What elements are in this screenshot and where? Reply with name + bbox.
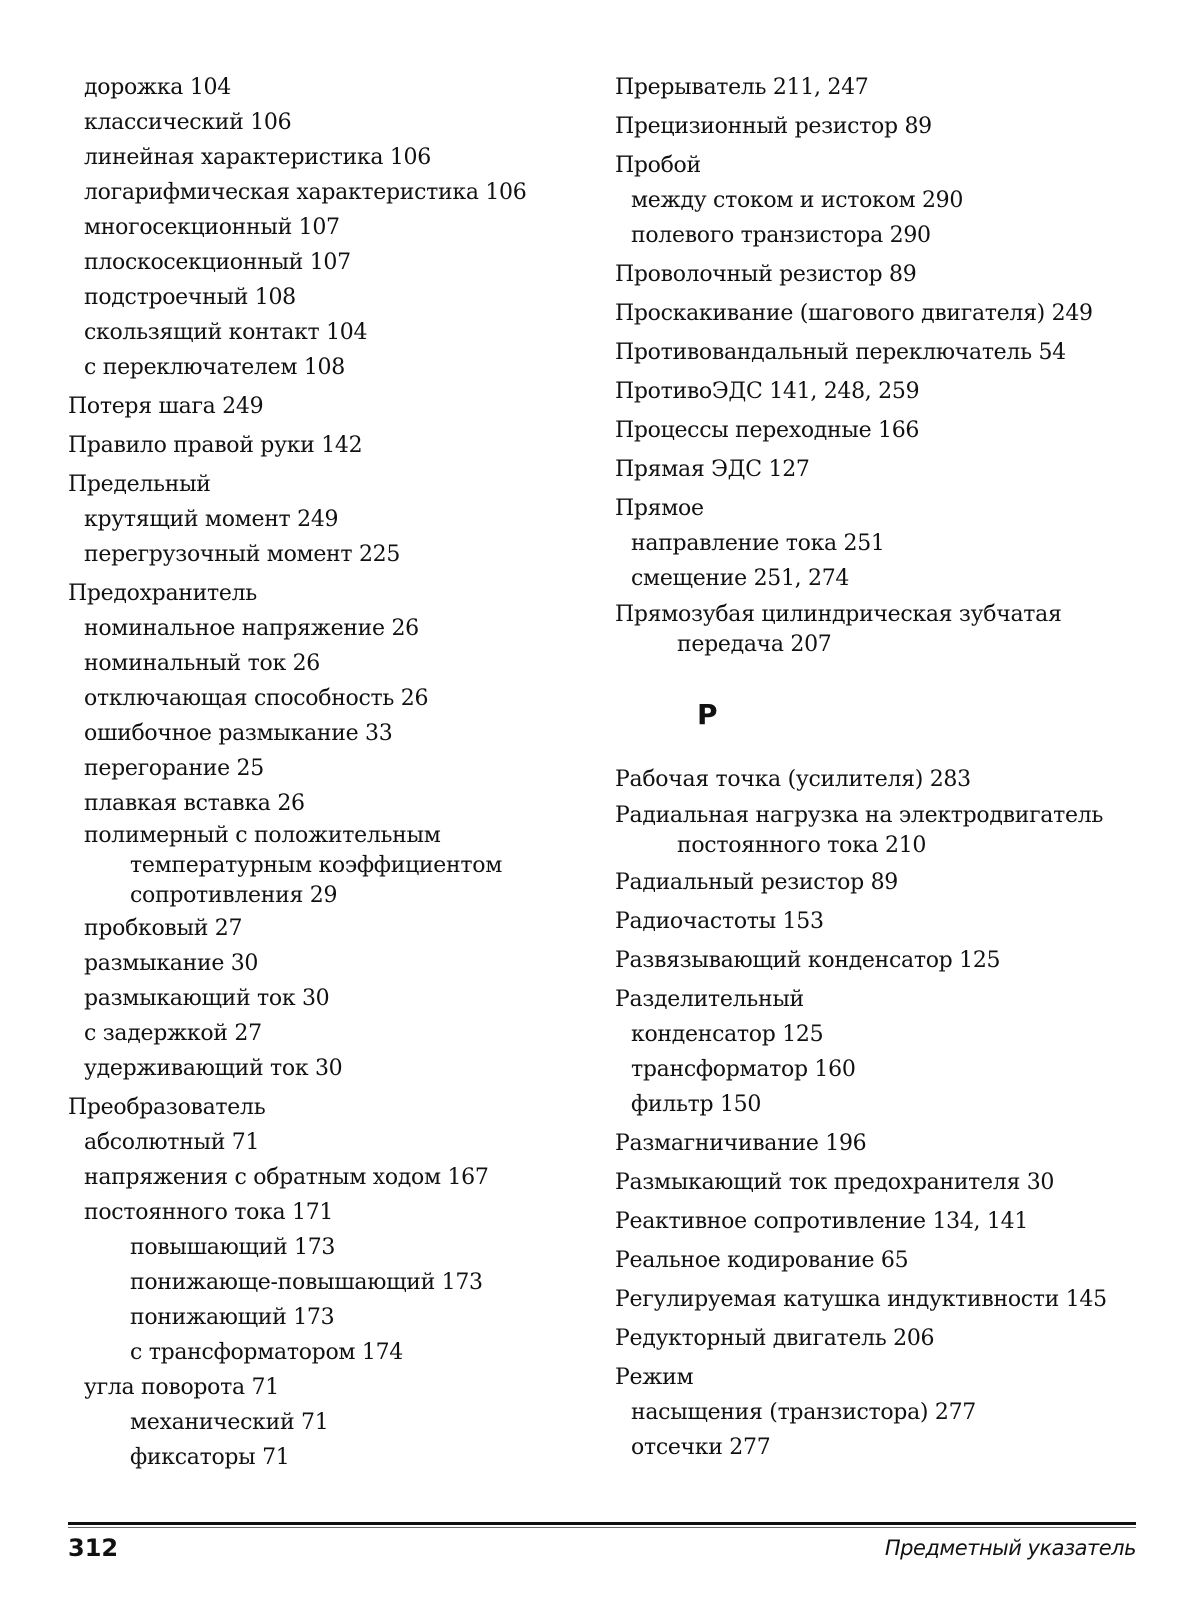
index-subentry: удерживающий ток 30: [84, 1056, 343, 1081]
index-subentry: перегрузочный момент 225: [84, 542, 401, 567]
index-subentry: размыкающий ток 30: [84, 986, 330, 1011]
index-entry: Процессы переходные 166: [615, 418, 920, 443]
index-entry: Радиальная нагрузка на электродвигатель: [615, 803, 1104, 828]
footer-rule-thin: [68, 1527, 1136, 1528]
section-letter-heading: Р: [697, 698, 718, 731]
index-subentry: размыкание 30: [84, 951, 259, 976]
index-subentry: трансформатор 160: [631, 1057, 856, 1082]
index-subentry: подстроечный 108: [84, 285, 296, 310]
index-entry: Противовандальный переключатель 54: [615, 340, 1066, 365]
index-subentry: многосекционный 107: [84, 215, 340, 240]
index-entry: Радиальный резистор 89: [615, 870, 898, 895]
index-column-right: [615, 70, 1135, 1465]
index-subentry: плавкая вставка 26: [84, 791, 305, 816]
index-subentry: с задержкой 27: [84, 1021, 262, 1046]
index-subentry: фильтр 150: [631, 1092, 762, 1117]
index-entry: Предохранитель: [68, 581, 257, 606]
index-subentry: полимерный с положительным: [84, 823, 441, 848]
index-entry: Потеря шага 249: [68, 394, 264, 419]
index-entry: Размагничивание 196: [615, 1131, 867, 1156]
index-subentry: плоскосекционный 107: [84, 250, 351, 275]
index-subentry: угла поворота 71: [84, 1375, 279, 1400]
index-entry: ПротивоЭДС 141, 248, 259: [615, 379, 920, 404]
index-subentry: насыщения (транзистора) 277: [631, 1400, 976, 1425]
index-subentry: повышающий 173: [130, 1235, 336, 1260]
index-subentry: сопротивления 29: [130, 883, 338, 908]
index-entry: Правило правой руки 142: [68, 433, 363, 458]
index-subentry: пробковый 27: [84, 916, 243, 941]
index-subentry: полевого транзистора 290: [631, 223, 931, 248]
index-group-p-continued: [615, 70, 1135, 660]
index-subentry: направление тока 251: [631, 531, 885, 556]
index-entry: Разделительный: [615, 987, 804, 1012]
index-entry: Реальное кодирование 65: [615, 1248, 909, 1273]
index-entry: Регулируемая катушка индуктивности 145: [615, 1287, 1107, 1312]
index-subentry: напряжения с обратным ходом 167: [84, 1165, 489, 1190]
index-entry: Размыкающий ток предохранителя 30: [615, 1170, 1055, 1195]
index-subentry: постоянного тока 171: [84, 1200, 334, 1225]
index-subentry: между стоком и истоком 290: [631, 188, 964, 213]
index-subentry: с переключателем 108: [84, 355, 345, 380]
index-entry: Режим: [615, 1365, 694, 1390]
index-entry: Проволочный резистор 89: [615, 262, 917, 287]
index-subentry: перегорание 25: [84, 756, 264, 781]
index-subentry: фиксаторы 71: [130, 1445, 290, 1470]
index-subentry: постоянного тока 210: [677, 833, 927, 858]
index-entry: Проскакивание (шагового двигателя) 249: [615, 301, 1093, 326]
index-subentry: крутящий момент 249: [84, 507, 339, 532]
index-subentry: отсечки 277: [631, 1435, 771, 1460]
index-entry: Развязывающий конденсатор 125: [615, 948, 1001, 973]
index-entry: Реактивное сопротивление 134, 141: [615, 1209, 1029, 1234]
index-subentry: скользящий контакт 104: [84, 320, 368, 345]
index-subentry: понижающе-повышающий 173: [130, 1270, 483, 1295]
index-subentry: номинальное напряжение 26: [84, 616, 419, 641]
index-subentry: передача 207: [677, 632, 832, 657]
index-subentry: ошибочное размыкание 33: [84, 721, 393, 746]
index-subentry: классический 106: [84, 110, 292, 135]
index-entry: Прецизионный резистор 89: [615, 114, 932, 139]
running-footer-title: Предметный указатель: [884, 1536, 1136, 1560]
index-subentry: с трансформатором 174: [130, 1340, 403, 1365]
index-entry: Прямое: [615, 496, 704, 521]
index-subentry: температурным коэффициентом: [130, 853, 503, 878]
index-entry: Прямозубая цилиндрическая зубчатая: [615, 602, 1062, 627]
index-subentry: отключающая способность 26: [84, 686, 429, 711]
footer-rule: [68, 1522, 1136, 1525]
index-subentry: понижающий 173: [130, 1305, 335, 1330]
index-entry: Предельный: [68, 472, 211, 497]
index-subentry: дорожка 104: [84, 75, 231, 100]
index-entry: Прерыватель 211, 247: [615, 75, 869, 100]
index-entry: Редукторный двигатель 206: [615, 1326, 935, 1351]
index-entry: Рабочая точка (усилителя) 283: [615, 767, 971, 792]
index-subentry: линейная характеристика 106: [84, 145, 431, 170]
index-subentry: номинальный ток 26: [84, 651, 320, 676]
index-subentry: конденсатор 125: [631, 1022, 824, 1047]
index-group-r: [615, 762, 1135, 1465]
index-entry: Прямая ЭДС 127: [615, 457, 810, 482]
page-number: 312: [68, 1534, 119, 1562]
index-subentry: механический 71: [130, 1410, 329, 1435]
index-entry: Радиочастоты 153: [615, 909, 824, 934]
index-entry: Пробой: [615, 153, 701, 178]
index-subentry: смещение 251, 274: [631, 566, 850, 591]
index-subentry: абсолютный 71: [84, 1130, 260, 1155]
index-subentry: логарифмическая характеристика 106: [84, 180, 527, 205]
index-column-left: [68, 70, 568, 1475]
index-entry: Преобразователь: [68, 1095, 266, 1120]
